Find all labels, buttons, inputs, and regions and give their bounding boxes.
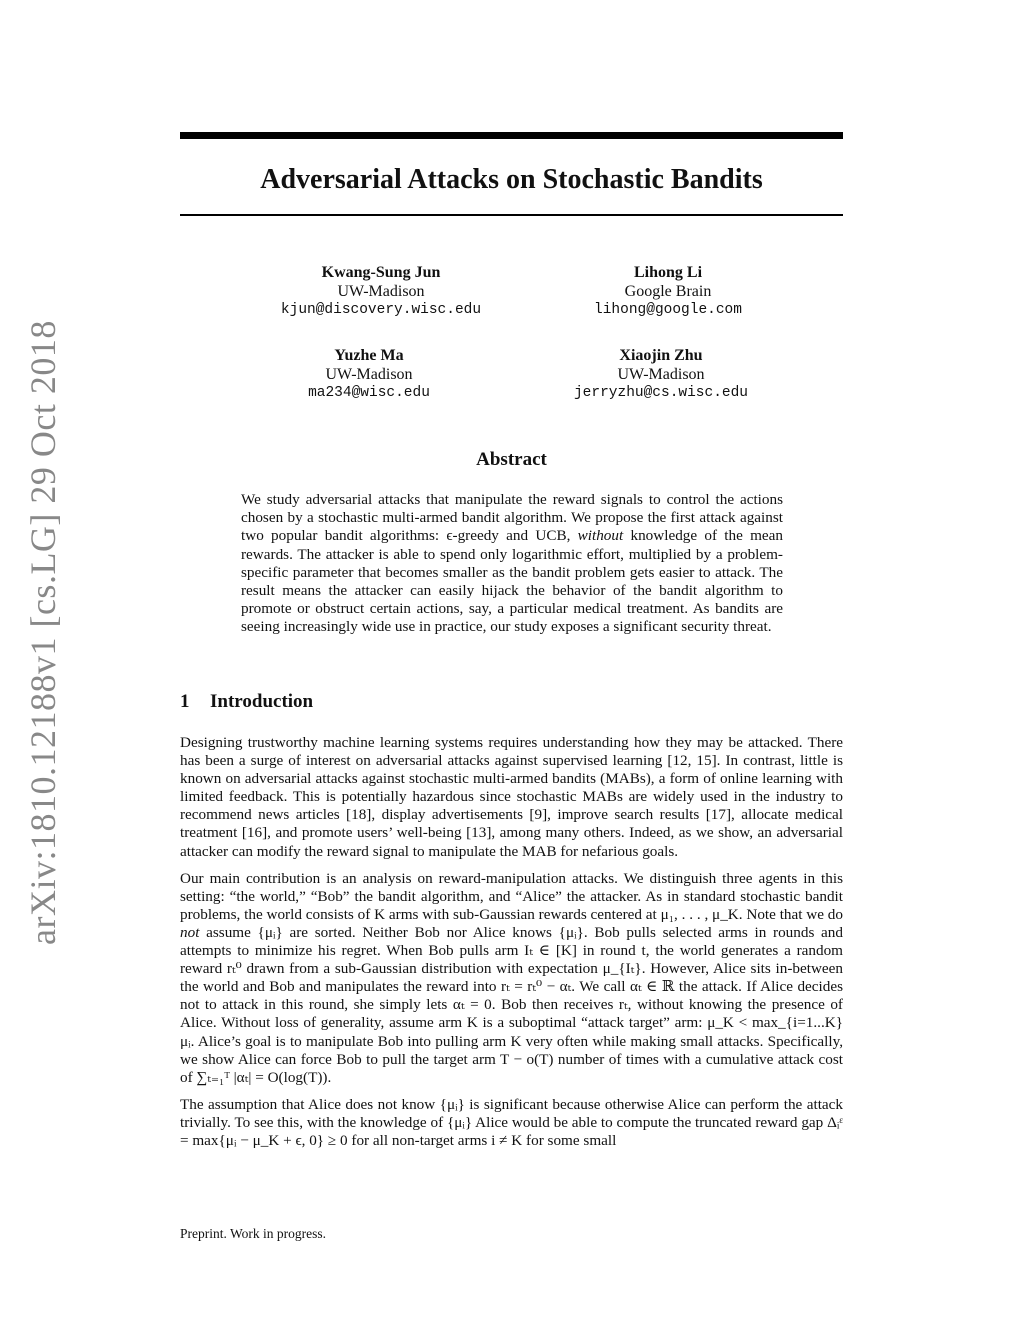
- author-affiliation: UW-Madison: [325, 366, 413, 383]
- section-title: Introduction: [210, 691, 314, 712]
- abstract-text: [241, 491, 783, 637]
- author-block: [219, 346, 519, 403]
- author-name: Yuzhe Ma: [334, 347, 404, 364]
- arxiv-identifier: arXiv:1810.12188v1 [cs.LG] 29 Oct 2018: [23, 320, 63, 945]
- author-name: Kwang-Sung Jun: [321, 264, 441, 281]
- author-email[interactable]: kjun@discovery.wisc.edu: [280, 302, 482, 318]
- author-email[interactable]: ma234@wisc.edu: [308, 385, 430, 401]
- paper-title: Adversarial Attacks on Stochastic Bandits: [260, 164, 763, 195]
- author-block: [518, 263, 818, 320]
- author-block: [231, 263, 531, 320]
- author-affiliation: UW-Madison: [337, 283, 425, 300]
- paragraph-text: Our main contribution is an analysis on reward-manipulation attacks. We distinguish three agents in this setting: “the world,” “Bob” the bandit algorithm, and “Alice” the attacker. As in standard stochastic bandit problems, the world consists of K arms with sub-Gaussian rewards centered at μ₁, . . . , μ_K. Note that we do: [180, 869, 843, 923]
- author-affiliation: Google Brain: [624, 283, 712, 300]
- paragraph-text: assume {μᵢ} are sorted. Neither Bob nor Alice knows {μᵢ}. Bob pulls selected arms in rounds and attempts to minimize his regret. When Bob pulls arm Iₜ ∈ [K] in round t, the world generates a random reward rₜ⁰ drawn from a sub-Gaussian distribution with expectation μ_{Iₜ}. However, Alice sits in-between the world and Bob and manipulates the reward into rₜ = rₜ⁰ − αₜ. We call αₜ ∈ ℝ the attack. If Alice decides not to attack in this round, she simply lets αₜ = 0. Bob then receives rₜ, without knowing the presence of Alice. Without loss of generality, assume arm K is a suboptimal “attack target” arm: μ_K < max_{i=1...K} μᵢ. Alice’s goal is to manipulate Bob into pulling arm K very often while making small attacks. Specifically, we show Alice can force Bob to pull the target arm T − o(T) number of times with a cumulative attack cost of ∑ₜ₌₁ᵀ |αₜ| = O(log(T)).: [180, 923, 843, 1086]
- introduction-body: [180, 734, 843, 1159]
- author-affiliation: UW-Madison: [617, 366, 705, 383]
- author-email[interactable]: jerryzhu@cs.wisc.edu: [573, 385, 749, 401]
- section-heading: [180, 691, 313, 713]
- author-name: Lihong Li: [633, 264, 703, 281]
- paragraph: Designing trustworthy machine learning systems requires understanding how they may be attacked. There has been a surge of interest on adversarial attacks against supervised learning [12, 15]. In contrast, little is known on adversarial attacks against stochastic multi-armed bandits (MABs), a form of online learning with limited feedback. This is potentially hazardous since stochastic MABs are widely used in the industry to recommend news articles [18], display advertisements [9], improve search results [17], allocate medical treatment [16], and promote users’ well-being [13], among many others. Indeed, as we show, an adversarial attacker can modify the reward signal to manipulate the MAB for nefarious goals.: [180, 734, 843, 860]
- title-top-rule: [180, 132, 843, 139]
- abstract-text-part: We study adversarial attacks that manipulate the reward signals to control the actions chosen by a stochastic multi-armed bandit algorithm. We propose the first attack against two popular bandit algorithms: ϵ-greedy and UCB,: [241, 491, 783, 545]
- paragraph: [180, 870, 843, 1087]
- paragraph: The assumption that Alice does not know {μᵢ} is significant because otherwise Alice can perform the attack trivially. To see this, with the knowledge of {μᵢ} Alice would be able to compute the truncated reward gap Δᵢᵋ = max{μᵢ − μ_K + ϵ, 0} ≥ 0 for all non-target arms i ≠ K for some small: [180, 1095, 843, 1149]
- section-number: 1: [180, 691, 190, 712]
- footer-note: Preprint. Work in progress.: [180, 1226, 327, 1241]
- abstract-heading: Abstract: [476, 449, 547, 470]
- abstract-text-part: knowledge of the mean rewards. The attacker is able to spend only logarithmic effort, multiplied by a problem-specific parameter that becomes smaller as the bandit problem gets easier to attack. The result means the attacker can easily hijack the behavior of the bandit algorithm to promote or obstruct certain actions, say, a particular medical treatment. As bandits are seeing increasingly wide use in practice, our study exposes a significant security threat.: [241, 527, 784, 636]
- paragraph-emphasis: not: [180, 923, 200, 941]
- abstract-emphasis: without: [577, 527, 624, 545]
- author-email[interactable]: lihong@google.com: [594, 302, 742, 318]
- title-bottom-rule: [180, 214, 843, 216]
- author-name: Xiaojin Zhu: [619, 347, 703, 364]
- author-block: [511, 346, 811, 403]
